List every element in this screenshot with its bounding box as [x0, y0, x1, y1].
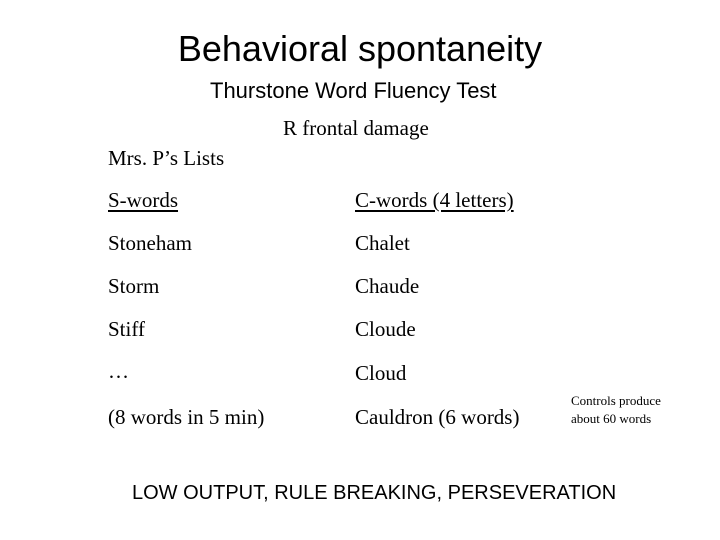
controls-note-line: Controls produce: [571, 393, 661, 408]
s-word-item: Storm: [108, 274, 160, 298]
s-word-ellipsis: …: [108, 359, 129, 383]
s-word-item: Stoneham: [108, 231, 192, 255]
summary-footer: LOW OUTPUT, RULE BREAKING, PERSEVERATION: [132, 482, 617, 504]
slide-subtitle: Thurstone Word Fluency Test: [210, 78, 497, 103]
c-word-item: Chalet: [355, 231, 410, 255]
c-word-item: Cloude: [355, 317, 416, 341]
slide-title: Behavioral spontaneity: [177, 28, 543, 69]
s-words-count: (8 words in 5 min): [108, 405, 265, 429]
c-word-item: Cloud: [355, 361, 407, 385]
controls-note: [571, 392, 691, 428]
controls-note-line: about 60 words: [571, 411, 652, 426]
condition-label: R frontal damage: [283, 116, 429, 140]
c-words-count: Cauldron (6 words): [355, 405, 520, 429]
s-words-header: S-words: [108, 188, 179, 212]
c-word-item: Chaude: [355, 274, 420, 298]
c-words-header: C-words (4 letters): [355, 188, 514, 212]
lists-label: Mrs. P’s Lists: [108, 146, 225, 170]
s-word-item: Stiff: [108, 317, 145, 341]
